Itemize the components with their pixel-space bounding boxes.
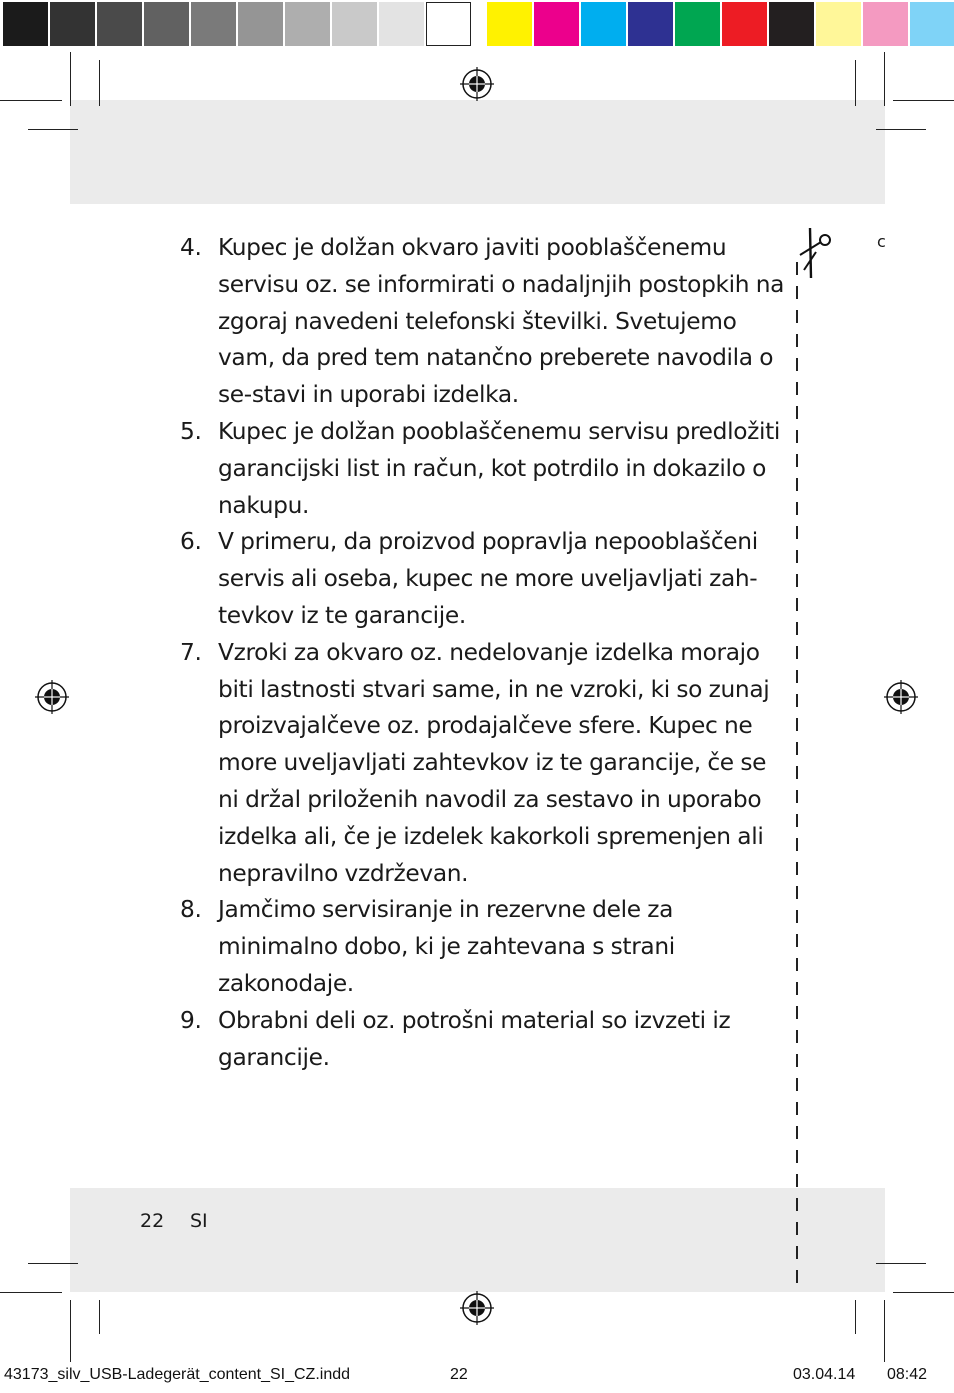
color-swatch [487, 2, 532, 46]
color-swatch [50, 2, 95, 46]
crop-mark [855, 60, 856, 106]
color-calibration-bar [0, 0, 954, 50]
slug-page: 22 [450, 1366, 468, 1383]
item-number: 8. [180, 896, 202, 924]
color-swatch [863, 2, 908, 46]
edge-mark: c [877, 232, 886, 251]
registration-mark-icon [460, 1291, 494, 1325]
color-swatch [97, 2, 142, 46]
list-item [180, 635, 792, 893]
crop-mark [28, 1263, 78, 1264]
color-swatch [534, 2, 579, 46]
language-code: SI [190, 1210, 208, 1232]
header-band [70, 100, 885, 204]
crop-mark [893, 100, 954, 101]
color-swatch [238, 2, 283, 46]
color-swatch [628, 2, 673, 46]
crop-mark [876, 1263, 926, 1264]
item-text: Kupec je dolžan pooblaščenemu servisu predložiti garancijski list in račun, kot potrdilo in dokazilo o nakupu. [218, 417, 781, 519]
crop-mark [99, 1300, 100, 1334]
list-item [180, 230, 792, 414]
color-swatch [722, 2, 767, 46]
item-number: 5. [180, 417, 202, 445]
crop-mark [99, 60, 100, 106]
color-swatch [675, 2, 720, 46]
crop-mark [70, 1300, 71, 1362]
item-text: V primeru, da proizvod popravlja nepooblaščeni servis ali oseba, kupec ne more uveljavljati zah-tevkov iz te garancije. [218, 528, 758, 629]
registration-mark-icon [35, 680, 69, 714]
scissors-icon [792, 222, 838, 280]
crop-mark [884, 52, 885, 106]
cut-line [796, 262, 798, 1292]
list-item [180, 414, 792, 524]
crop-mark [876, 129, 926, 130]
item-text: Jamčimo servisiranje in rezervne dele za minimalno dobo, ki je zahtevana s strani zakonodaje. [218, 896, 675, 997]
crop-mark [0, 1292, 62, 1293]
crop-mark [28, 129, 78, 130]
item-text: Kupec je dolžan okvaro javiti pooblaščenemu servisu oz. se informirati o nadaljnjih postopkih na zgoraj navedeni telefonski številki. Svetujemo vam, da pred tem natančno preberete navodila o se-stavi in uporabi izdelka. [218, 234, 785, 409]
item-number: 9. [180, 1006, 202, 1034]
crop-mark [884, 1300, 885, 1362]
color-swatch [332, 2, 377, 46]
crop-mark [0, 100, 62, 101]
page-number: 22 [140, 1210, 165, 1232]
color-swatch [426, 2, 471, 46]
crop-mark [893, 1292, 954, 1293]
color-swatch [3, 2, 48, 46]
warranty-conditions-list [180, 230, 792, 1076]
color-swatch [285, 2, 330, 46]
color-swatch [581, 2, 626, 46]
color-swatch [144, 2, 189, 46]
item-number: 4. [180, 234, 202, 261]
item-text: Vzroki za okvaro oz. nedelovanje izdelka morajo biti lastnosti stvari same, in ne vzroki, ki so zunaj proizvajalčeve oz. prodajalčeve sfere. Kupec ne more uveljavljati zahtevkov iz te garancije, če se ni držal priloženih navodil za sestavo in uporabo izdelka ali, če je izdelek kakorkoli spremenjen ali nepravilno vzdrževan. [218, 638, 770, 887]
color-swatch [191, 2, 236, 46]
slug-filename: 43173_silv_USB-Ladegerät_content_SI_CZ.indd [4, 1366, 351, 1383]
color-swatch [910, 2, 954, 46]
list-item [180, 1003, 792, 1077]
color-swatch [379, 2, 424, 46]
list-item [180, 524, 792, 634]
item-number: 6. [180, 528, 202, 556]
color-swatch [769, 2, 814, 46]
slug-date: 03.04.14 [793, 1366, 856, 1383]
registration-mark-icon [884, 680, 918, 714]
crop-mark [70, 52, 71, 106]
crop-mark [855, 1300, 856, 1334]
item-number: 7. [180, 638, 202, 666]
registration-mark-icon [460, 67, 494, 101]
color-swatch [816, 2, 861, 46]
slug-time: 08:42 [887, 1366, 928, 1383]
footer-band [70, 1188, 885, 1292]
list-item [180, 892, 792, 1002]
item-text: Obrabni deli oz. potrošni material so izvzeti iz garancije. [218, 1006, 731, 1071]
